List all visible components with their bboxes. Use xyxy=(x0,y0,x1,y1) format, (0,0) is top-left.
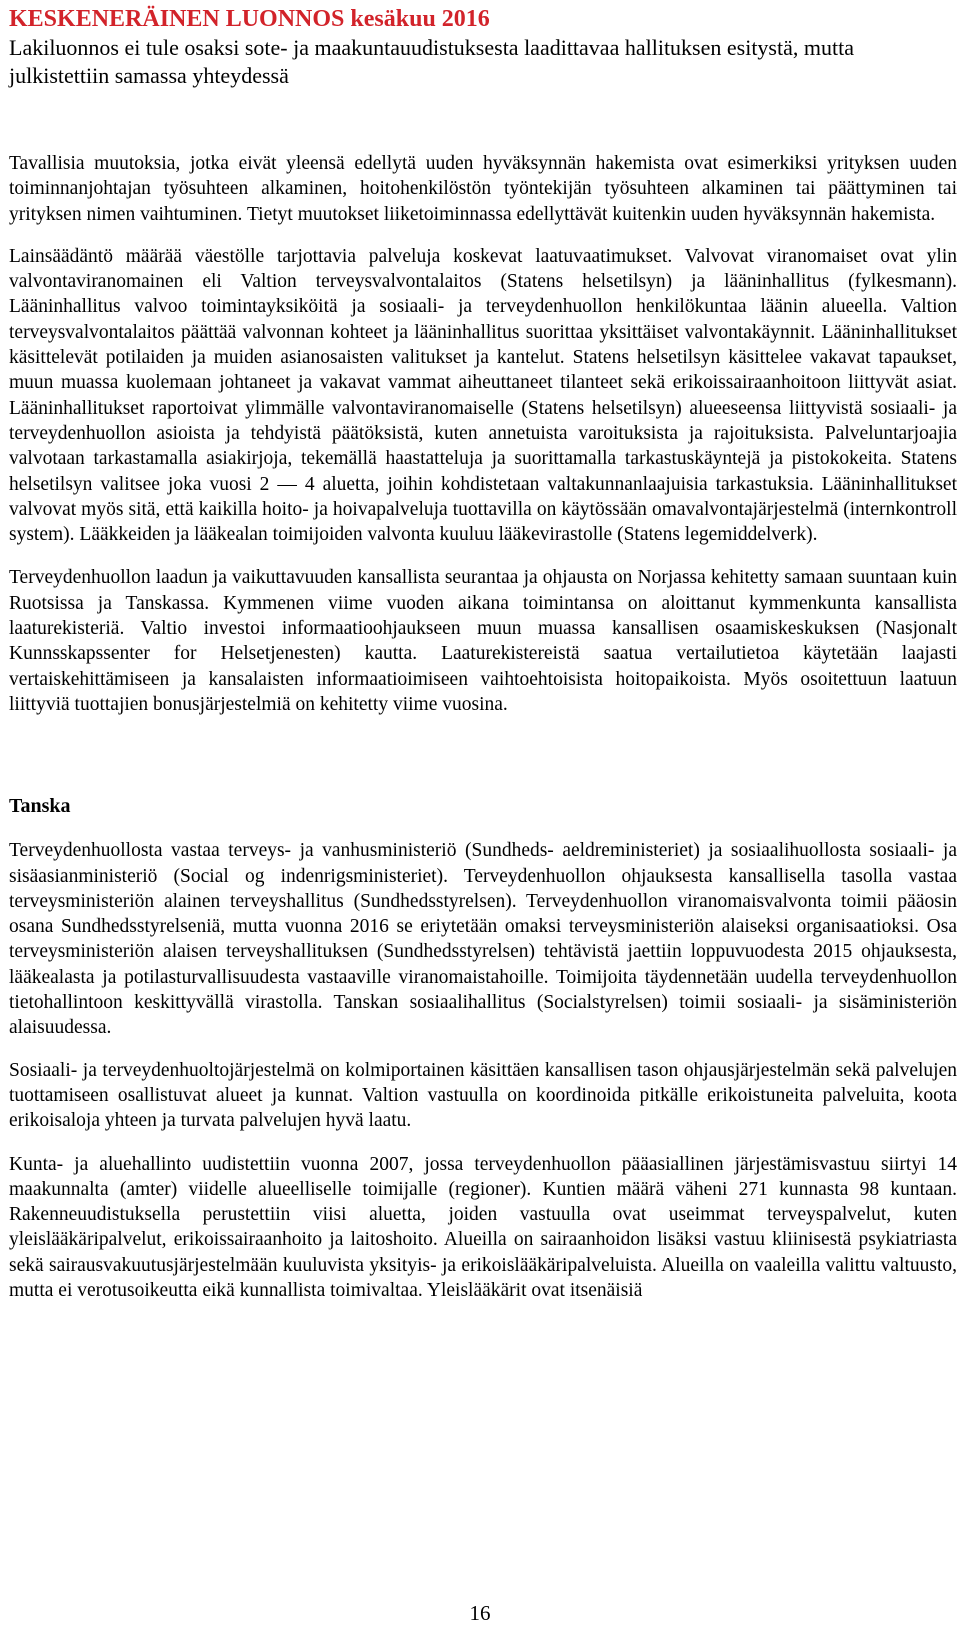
section-heading-denmark: Tanska xyxy=(9,795,71,818)
paragraph-quality-monitoring: Terveydenhuollon laadun ja vaikuttavuuden kansallista seurantaa ja ohjausta on Norjassa kehitetty samaan suuntaan kuin Ruotsissa ja Tanskassa. Kymmenen viime vuoden aikana toimintansa on aloittanut kymmenkunta kansallista laaturekisteriä. Valtio investoi informaatioohjaukseen muun muassa kansallisen osaamiskeskuksen (Nasjonalt Kunnsskapssenter for Helsetjenesten) kautta. Laaturekistereistä saatua vertailutietoa käytetään laajasti vertaiskehittämiseen ja kansalaisten informaatioimiseen vaihtoehtoisista hoitopaikoista. Myös osoitettuun laatuun liittyviä tuottajien bonusjärjestelmiä on kehitetty viime vuosina. xyxy=(9,567,957,715)
paragraph-supervision-norway: Lainsäädäntö määrää väestölle tarjottavia palveluja koskevat laatuvaatimukset. Valvovat viranomaiset ovat ylin valvontaviranomainen eli Valtion terveysvalvontalaitos (Statens helsetilsyn) ja lääninhallitus (fylkesmann). Lääninhallitus valvoo toimintayksiköitä ja sosiaali- ja terveydenhuollon henkilökuntaa läänin alueella. Valtion terveysvalvontalaitos päättää valvonnan kohteet ja lääninhallitus suorittaa yksittäiset valvontakäynnit. Lääninhallitukset käsittelevät potilaiden ja muiden asianosaisten valitukset ja kantelut. Statens helsetilsyn käsittelee vakavat tapaukset, muun muassa kuolemaan johtaneet ja vakavat vammat aiheuttaneet tilanteet sekä erikoissairaanhoitoon liittyvät asiat. Lääninhallitukset raportoivat ylimmälle valvontaviranomaiselle (Statens helsetilsyn) alueeseensa liittyvistä sosiaali- ja terveydenhuollon asioista ja tehdyistä päätöksistä, kuten annetuista varoituksista ja rajoituksista. Palveluntarjoajia valvotaan tarkastamalla asiakirjoja, tekemällä haastatteluja ja suorittamalla tarkastuskäyntejä ja pistokokeita. Statens helsetilsyn valitsee joka vuosi 2 — 4 aluetta, joihin kohdistetaan valtakunnanlaajuisia tarkastuksia. Lääninhallitukset valvovat myös sitä, että kaikilla hoito- ja hoivapalveluja tuottavilla on käytössään omavalvontajärjestelmä (internkontroll system). Lääkkeiden ja lääkealan toimijoiden valvonta kuuluu lääkevirastolle (Statens legemiddelverk). xyxy=(9,245,957,546)
paragraph-changes: Tavallisia muutoksia, jotka eivät yleensä edellytä uuden hyväksynnän hakemista ovat esimerkiksi yrityksen uuden toiminnanjohtajan työsuhteen alkaminen, hoitohenkilöstön työntekijän työsuhteen alkaminen tai päättyminen tai yrityksen nimen vaihtuminen. Tietyt muutokset liiketoiminnassa edellyttävät kuitenkin uuden hyväksynnän hakemista. xyxy=(9,153,957,225)
document-page xyxy=(9,4,957,1303)
paragraph-denmark-reform: Kunta- ja aluehallinto uudistettiin vuonna 2007, jossa terveydenhuollon pääasiallinen järjestämisvastuu siirtyi 14 maakunnalta (amter) viidelle alueelliselle toimijalle (regioner). Kuntien määrä väheni 271 kunnasta 98 kuntaan. Rakenneuudistuksella perustettiin viisi aluetta, joiden vastuulla ovat useimmat terveyspalvelut, kuten yleislääkäripalvelut, erikoissairaanhoito ja laitoshoito. Alueilla on sairaanhoidon lisäksi vastuu kliinisestä psykiatriasta sekä sairausvakuutusjärjestelmään kuuluvista yksityis- ja erikoislääkäripalveluista. Alueilla on vaaleilla valittu valtuusto, mutta ei verotusoikeutta eikä kunnallista toimivaltaa. Yleislääkärit ovat itsenäisiä xyxy=(9,1153,957,1301)
draft-disclaimer: Lakiluonnos ei tule osaksi sote- ja maakuntauudistuksesta laadittavaa hallituksen esitystä, mutta julkistettiin samassa yhteydessä xyxy=(9,35,854,88)
paragraph-denmark-ministries: Terveydenhuollosta vastaa terveys- ja vanhusministeriö (Sundheds- aeldreministeriet) ja sosiaalihuollosta sosiaali- ja sisäasianministeriö (Social og indenrigsministeriet). Terveydenhuollon ohjauksesta kansallisella tasolla vastaa terveysministeriön alainen terveyshallitus (Sundhedsstyrelsen). Terveydenhuollon viranomaisvalvonta toimii pääosin osana Sundhedsstyrelseniä, mutta vuonna 2016 se eriytetään omaksi terveysministeriön alaiseksi organisaatioksi. Osa terveysministeriön alaisen terveyshallituksen (Sundhedsstyrelsen) tehtävistä jaettiin loppuvuodesta 2015 ohjauksesta, lääkealasta ja potilasturvallisuudesta vastaaville viranomaistahoille. Toimijoita täydennetään uudella terveydenhuollon tietohallintoon keskittyvällä virastolla. Tanskan sosiaalihallitus (Socialstyrelsen) toimii sosiaali- ja sisäministeriön alaisuudessa. xyxy=(9,840,957,1039)
page-number: 16 xyxy=(469,1601,491,1625)
paragraph-denmark-system: Sosiaali- ja terveydenhuoltojärjestelmä on kolmiportainen käsittäen kansallisen tason ohjausjärjestelmän sekä palvelujen tuottamiseen osallistuvat alueet ja kunnat. Valtion vastuulla on koordinoida pitkälle erikoistuneita palveluita, koota erikoisaloja yhteen ja turvata palvelujen hyvä laatu. xyxy=(9,1059,957,1132)
draft-status-title: KESKENERÄINEN LUONNOS kesäkuu 2016 xyxy=(9,6,490,32)
